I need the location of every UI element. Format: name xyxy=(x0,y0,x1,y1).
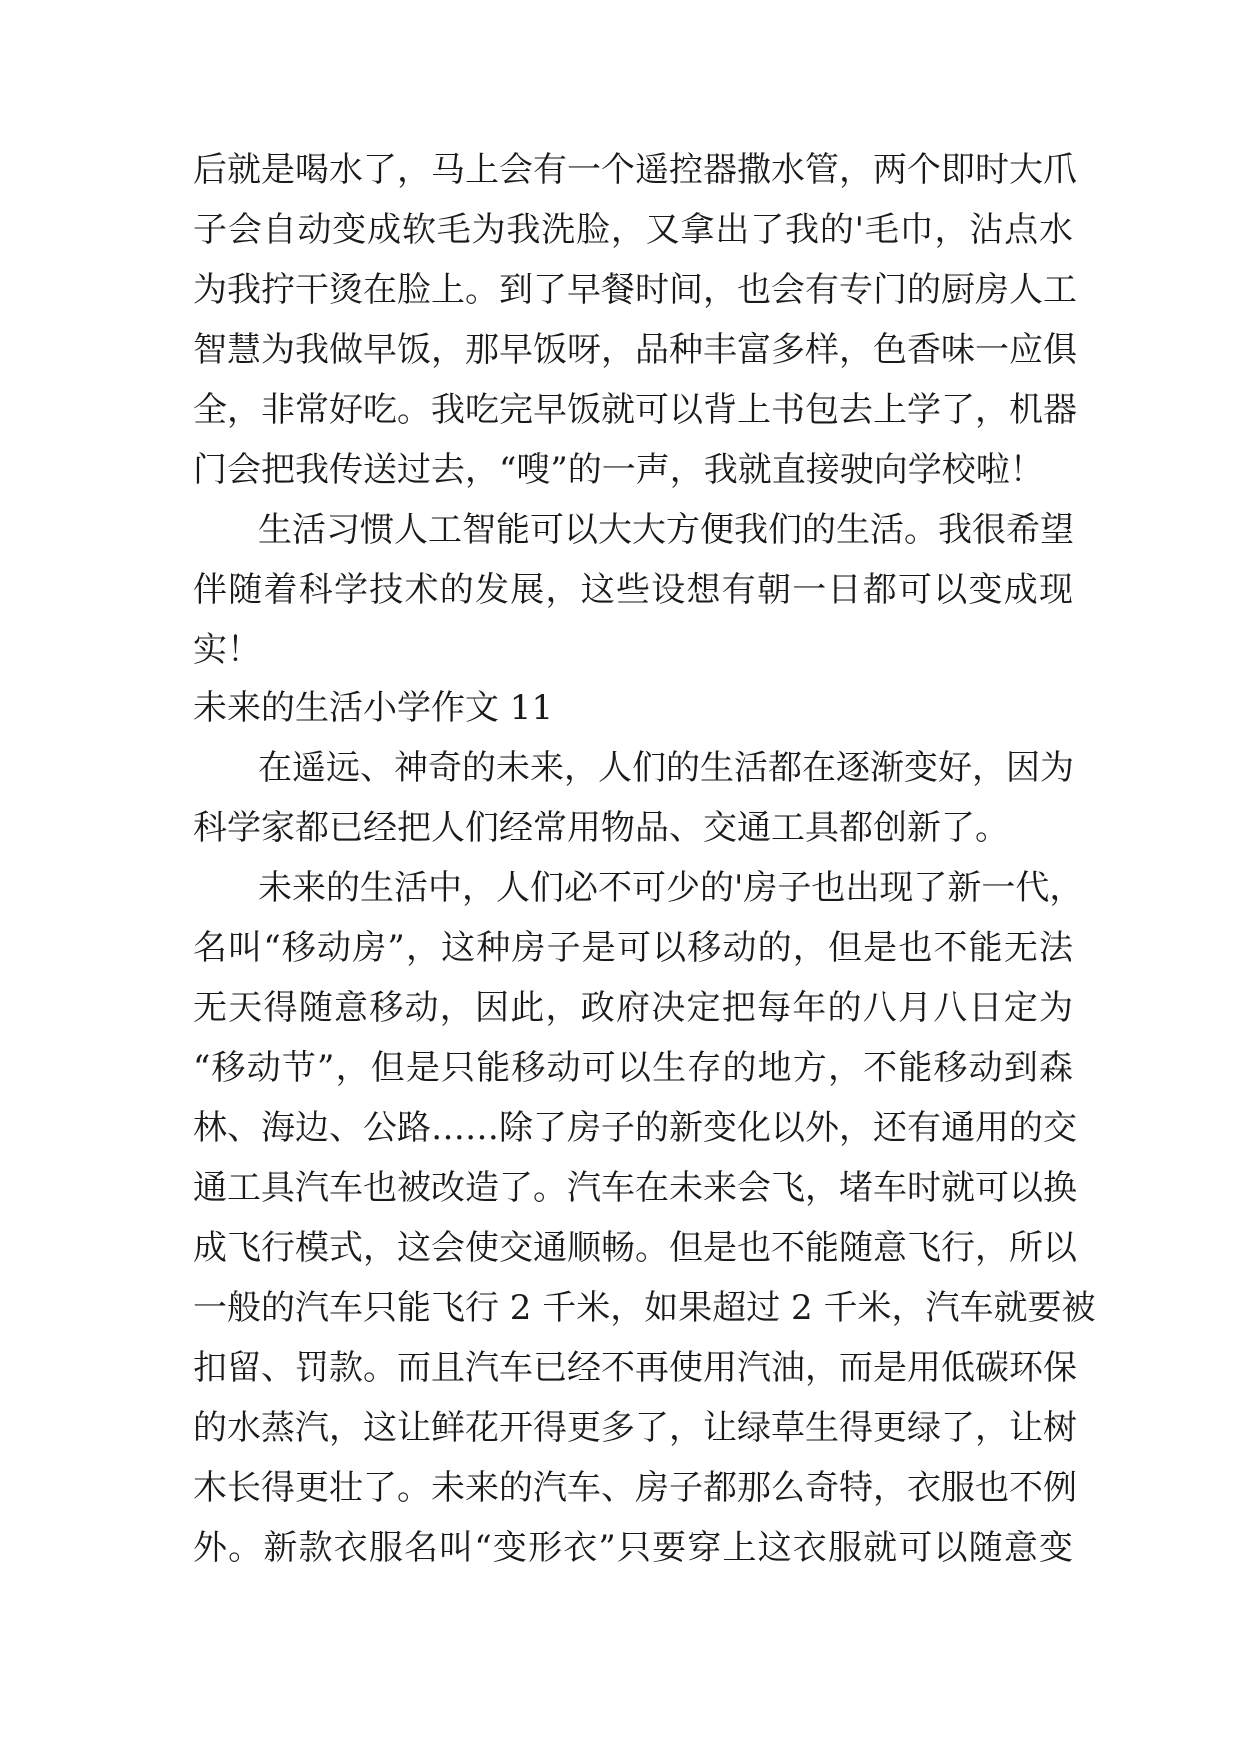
paragraph-first-line: 未来的生活中，人们必不可少的'房子也出现了新一代， xyxy=(258,868,1084,908)
text-line: 全，非常好吃。我吃完早饭就可以背上书包去上学了，机器 xyxy=(193,390,1077,430)
text-line: 林、海边、公路……除了房子的新变化以外，还有通用的交 xyxy=(193,1108,1077,1148)
text-line: 为我拧干烫在脸上。到了早餐时间，也会有专门的厨房人工 xyxy=(193,270,1077,310)
text-line: 扣留、罚款。而且汽车已经不再使用汽油，而是用低碳环保 xyxy=(193,1348,1077,1388)
text-line: “移动节”，但是只能移动可以生存的地方，不能移动到森 xyxy=(193,1048,1073,1088)
text-line: 一般的汽车只能飞行 2 千米，如果超过 2 千米，汽车就要被 xyxy=(193,1288,1096,1328)
text-line: 木长得更壮了。未来的汽车、房子都那么奇特，衣服也不例 xyxy=(193,1468,1077,1508)
text-line: 子会自动变成软毛为我洗脸，又拿出了我的'毛巾，沾点水 xyxy=(193,210,1073,250)
text-line: 科学家都已经把人们经常用物品、交通工具都创新了。 xyxy=(193,808,1009,848)
text-line: 后就是喝水了，马上会有一个遥控器撒水管，两个即时大爪 xyxy=(193,150,1077,190)
paragraph-first-line: 生活习惯人工智能可以大大方便我们的生活。我很希望 xyxy=(258,510,1074,550)
text-line: 名叫“移动房”，这种房子是可以移动的，但是也不能无法 xyxy=(193,928,1073,968)
paragraph-first-line: 在遥远、神奇的未来，人们的生活都在逐渐变好，因为 xyxy=(258,748,1074,788)
text-line: 智慧为我做早饭，那早饭呀，品种丰富多样，色香味一应俱 xyxy=(193,330,1077,370)
section-heading: 未来的生活小学作文 11 xyxy=(193,688,554,728)
text-line: 实！ xyxy=(193,630,261,670)
text-line: 成飞行模式，这会使交通顺畅。但是也不能随意飞行，所以 xyxy=(193,1228,1077,1268)
text-line: 外。新款衣服名叫“变形衣”只要穿上这衣服就可以随意变 xyxy=(193,1528,1073,1568)
text-line: 通工具汽车也被改造了。汽车在未来会飞，堵车时就可以换 xyxy=(193,1168,1077,1208)
text-line: 无天得随意移动，因此，政府决定把每年的八月八日定为 xyxy=(193,988,1073,1028)
text-line: 的水蒸汽，这让鲜花开得更多了，让绿草生得更绿了，让树 xyxy=(193,1408,1077,1448)
text-line: 伴随着科学技术的发展，这些设想有朝一日都可以变成现 xyxy=(193,570,1073,610)
text-line: 门会把我传送过去，“嗖”的一声，我就直接驶向学校啦！ xyxy=(193,450,1044,490)
